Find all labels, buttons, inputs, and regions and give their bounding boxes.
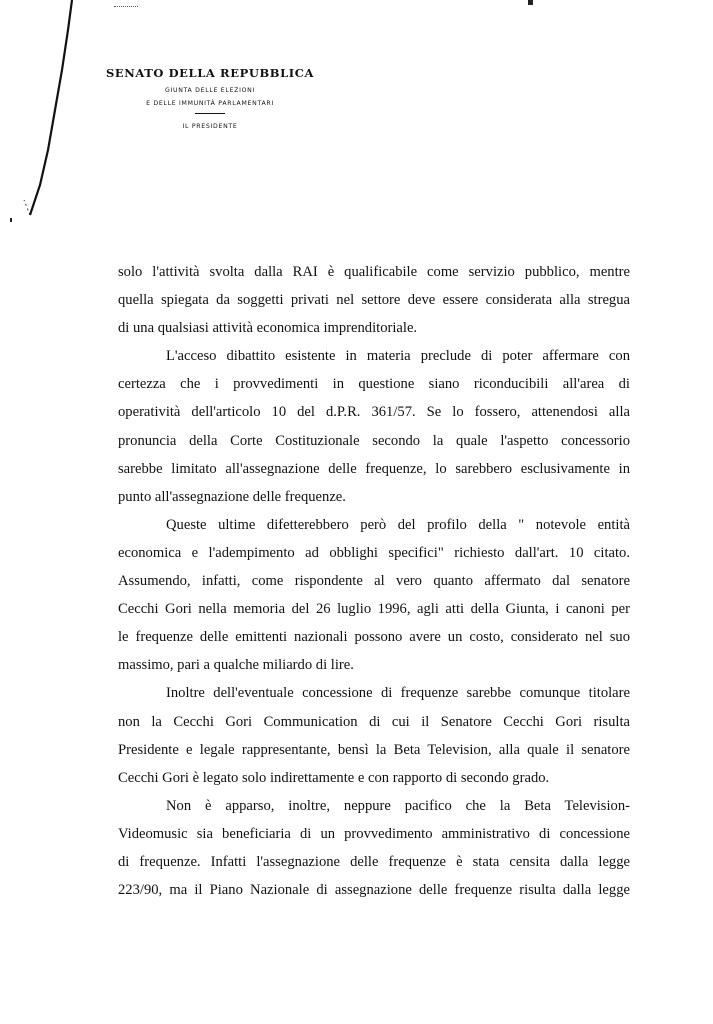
text-line: massimo, pari a qualche miliardo di lire. xyxy=(118,657,354,674)
text-line: Assumendo, infatti, come rispondente al vero quanto affermato dal senatore xyxy=(118,573,630,590)
text-line: economica e l'adempimento ad obblighi specifici" richiesto dall'art. 10 citato. xyxy=(118,544,630,561)
text-line: di una qualsiasi attività economica imprenditoriale. xyxy=(118,320,418,337)
text-line: Presidente e legale rappresentante, bensì la Beta Television, alla quale il senatore xyxy=(118,741,630,758)
scan-artifact-dots xyxy=(114,6,138,9)
text-line: Cecchi Gori nella memoria del 26 luglio 1996, agli atti della Giunta, i canoni per xyxy=(118,601,630,618)
text-line: Inoltre dell'eventuale concessione di frequenze sarebbe comunque titolare xyxy=(166,685,630,702)
text-line: quella spiegata da soggetti privati nel settore deve essere considerata alla stregua xyxy=(118,292,630,309)
text-line: solo l'attività svolta dalla RAI è qualificabile come servizio pubblico, mentre xyxy=(118,264,630,280)
letterhead-divider xyxy=(195,113,225,114)
text-line: Cecchi Gori è legato solo indirettamente e con rapporto di secondo grado. xyxy=(118,769,550,786)
letterhead-role: IL PRESIDENTE xyxy=(182,123,238,130)
text-line: punto all'assegnazione delle frequenze. xyxy=(118,488,346,505)
margin-pen-stroke xyxy=(0,0,80,240)
letterhead-title: SENATO DELLA REPUBBLICA xyxy=(105,66,315,80)
text-line: le frequenze delle emittenti nazionali possono avere un costo, considerato nel suo xyxy=(118,629,630,646)
letterhead-line-2: E DELLE IMMUNITÀ PARLAMENTARI xyxy=(146,100,274,107)
text-line: pronuncia della Corte Costituzionale secondo la quale l'aspetto concessorio xyxy=(118,432,630,449)
text-line: operatività dell'articolo 10 del d.P.R. 361/57. Se lo fossero, attenendosi alla xyxy=(118,404,630,421)
text-line: L'acceso dibattito esistente in materia preclude di poter affermare con xyxy=(166,348,630,365)
text-line: 223/90, ma il Piano Nazionale di assegnazione delle frequenze risulta dalla legge xyxy=(118,882,630,899)
scan-artifact-mark xyxy=(528,0,533,5)
text-line: non la Cecchi Gori Communication di cui il Senatore Cecchi Gori risulta xyxy=(118,713,630,730)
text-line: Non è apparso, inoltre, neppure pacifico che la Beta Television- xyxy=(166,797,630,814)
text-line: Videomusic sia beneficiaria di un provvedimento amministrativo di concessione xyxy=(118,825,630,842)
document-body xyxy=(118,258,630,904)
letterhead-line-1: GIUNTA DELLE ELEZIONI xyxy=(164,87,256,94)
text-line: di frequenze. Infatti l'assegnazione delle frequenze è stata censita dalla legge xyxy=(118,853,630,870)
text-line: certezza che i provvedimenti in questione siano riconducibili all'area di xyxy=(118,376,630,393)
letterhead xyxy=(80,62,340,132)
text-line: Queste ultime difetterebbero però del profilo della " notevole entità xyxy=(166,516,630,533)
text-line: sarebbe limitato all'assegnazione delle frequenze, lo sarebbero esclusivamente in xyxy=(118,460,630,477)
